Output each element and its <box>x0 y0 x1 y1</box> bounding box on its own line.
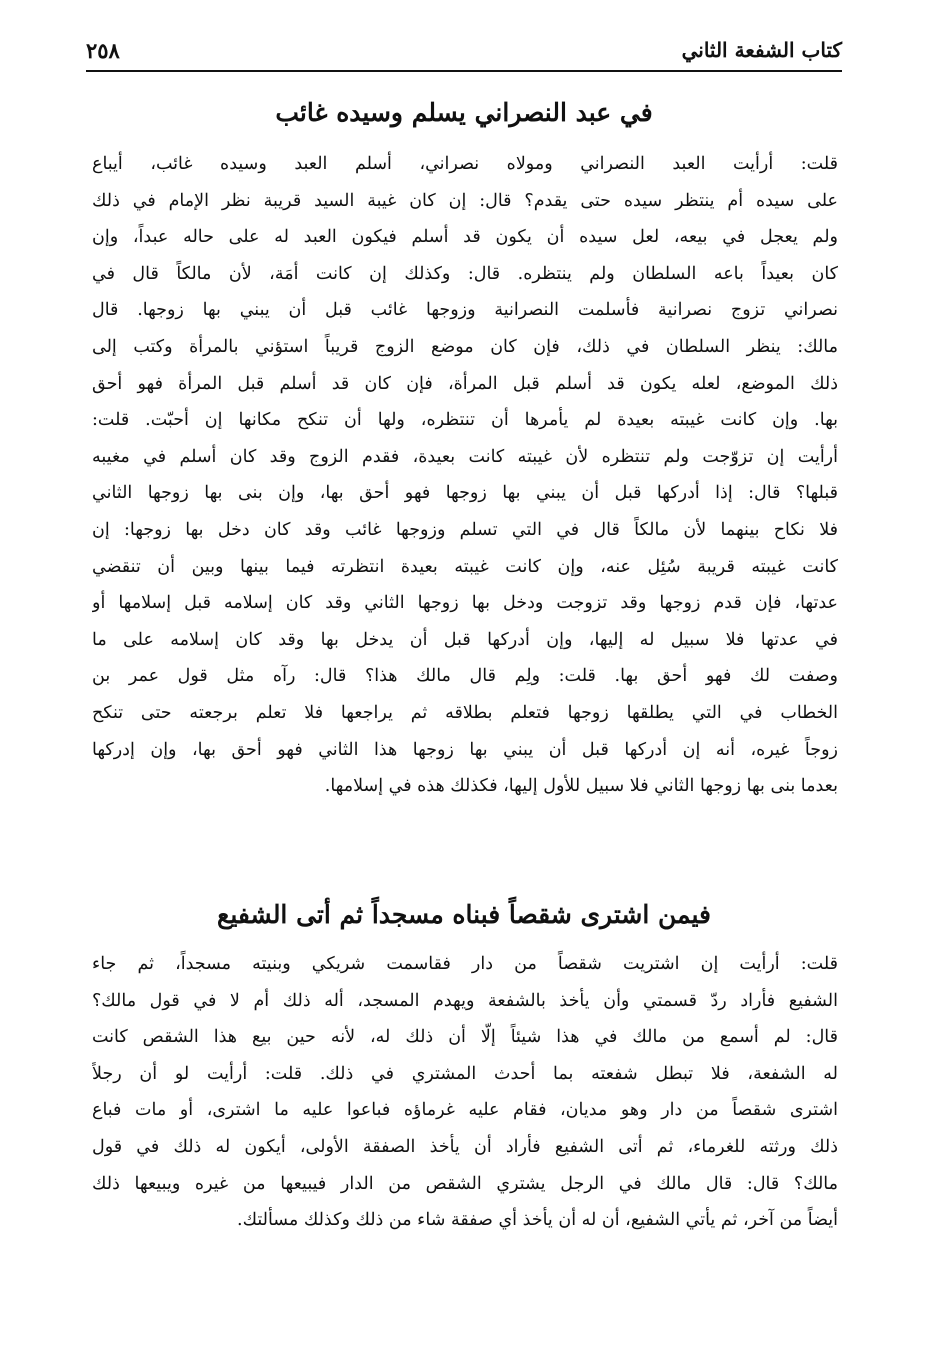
text-line: قلت: أرأيت إن اشتريت شقصاً من دار فقاسمت شريكي وبنيته مسجداً، ثم جاء <box>92 954 838 974</box>
text-line: كان بعيداً باعه السلطان ولم ينتظره. قال: وكذلك إن كانت أمَة، لأن مالكاً قال في <box>92 263 838 284</box>
text-line: زوجاً غيره، أنه إن أدركها قبل أن يبني بها زوجها هذا الثاني فهو أحق بها، وإن إدركها <box>92 739 838 760</box>
text-line: في عدتها فلا سبيل له إليها، وإن أدركها قبل أن يدخل بها وقد كان إسلامه على ما <box>92 629 838 650</box>
text-line: قال: لم أسمع من مالك في هذا شيئاً إلّا أن ذلك له، لأنه حين بيع هذا الشقص كانت <box>92 1027 838 1048</box>
text-line: أيضاً من آخر، ثم يأتي الشفيع، أن له أن يأخذ أي صفقة شاء من ذلك وكذلك مسألتك. <box>237 1210 838 1231</box>
text-line: نصراني تزوج نصرانية فأسلمت النصرانية وزوجها غائب قبل أن يبني بها زوجها. قال <box>92 300 838 321</box>
book-title: كتاب الشفعة الثاني <box>681 38 842 62</box>
text-line: كانت غيبته قريبة سُئِل عنه، وإن كانت غيبته بعيدة انتظرته فيما بينها وبين أن تنقضي <box>92 556 838 577</box>
section-heading-1: في عبد النصراني يسلم وسيده غائب <box>275 98 653 127</box>
text-line: قبلها؟ قال: إذا أدركها قبل أن يبني بها زوجها فهو أحق بها، وإن بنى بها زوجها الثاني <box>92 483 838 504</box>
section-1-body <box>92 146 838 805</box>
text-line: قلت: أرأيت العبد النصراني ومولاه نصراني، أسلم العبد وسيده غائب، أيباع <box>92 154 838 174</box>
text-line: ولم يعجل في بيعه، لعل سيده أن يكون قد أسلم فيكون العبد له على حاله عبداً، وإن <box>92 227 838 248</box>
text-line: ذلك ورثته للغرماء، ثم أتى الشفيع فأراد أن يأخذ الصفقة الأولى، أيكون له ذلك في قول <box>92 1136 838 1157</box>
text-line: له الشفعة، فلا تبطل شفعته بما أحدث المشتري في ذلك. قلت: أرأيت لو أن رجلاً <box>92 1063 838 1084</box>
text-line: عدتها، فإن قدم زوجها وقد تزوجت ودخل بها زوجها الثاني وقد كان إسلامه قبل إسلامها أو <box>92 593 838 614</box>
text-line: مالك؟ قال: قال مالك في الرجل يشتري الشقص من الدار فيبيعها من غيره ويبيعها ذلك <box>92 1173 838 1194</box>
page-number: ٢٥٨ <box>86 38 120 63</box>
text-line: وصفت لك فهو أحق بها. قلت: ولِم قال مالك هذا؟ قال: رآه مثل قول عمر بن <box>92 666 838 687</box>
text-line: الشفيع فأراد ردّ قسمتي وأن يأخذ بالشفعة ويهدم المسجد، أله ذلك أم لا في قول مالك؟ <box>92 990 838 1011</box>
header-rule <box>86 70 842 72</box>
text-line: على سيده أم ينتظر سيده حتى يقدم؟ قال: إن كان غيبة السيد قريبة نظر الإمام في ذلك <box>92 190 838 211</box>
section-2-body <box>92 946 838 1239</box>
text-line: الخطاب في التي يطلقها زوجها فتعلم بطلاقه ثم يراجعها فلا تعلم برجعته حتى تنكح <box>92 702 838 723</box>
text-line: مالك: ينظر السلطان في ذلك، فإن كان موضع الزوج قريباً استؤني بالمرأة وكتب إلى <box>92 336 838 357</box>
text-line: ذلك الموضع، لعله يكون قد أسلم قبل المرأة، فإن كان قد أسلم قبل المرأة فهو أحق <box>92 373 838 394</box>
section-heading-2: فيمن اشترى شقصاً فبناه مسجداً ثم أتى الشفيع <box>217 900 711 929</box>
text-line: بعدما بنى بها زوجها الثاني فلا سبيل للأول إليها، فكذلك هذه في إسلامها. <box>324 776 838 797</box>
text-line: أرأيت إن تزوّجت ولم تنتظره لأن غيبته كانت بعيدة، فقدم الزوج وقد كان أسلم في مغيبه <box>92 446 838 467</box>
text-line: بها. وإن كانت غيبته بعيدة لم يأمرها أن تنتظره، ولها أن تنكح مكانها إن أحبّت. قلت: <box>92 410 838 431</box>
text-line: اشترى شقصاً من دار وهو مديان، فقام عليه غرماؤه فباعوا عليه ما اشترى، أو مات فباع <box>92 1100 838 1121</box>
running-header <box>86 32 842 72</box>
text-line: فلا نكاح بينهما لأن مالكاً قال في التي تسلم وزوجها غائب وقد كان دخل بها زوجها: إن <box>92 519 838 540</box>
